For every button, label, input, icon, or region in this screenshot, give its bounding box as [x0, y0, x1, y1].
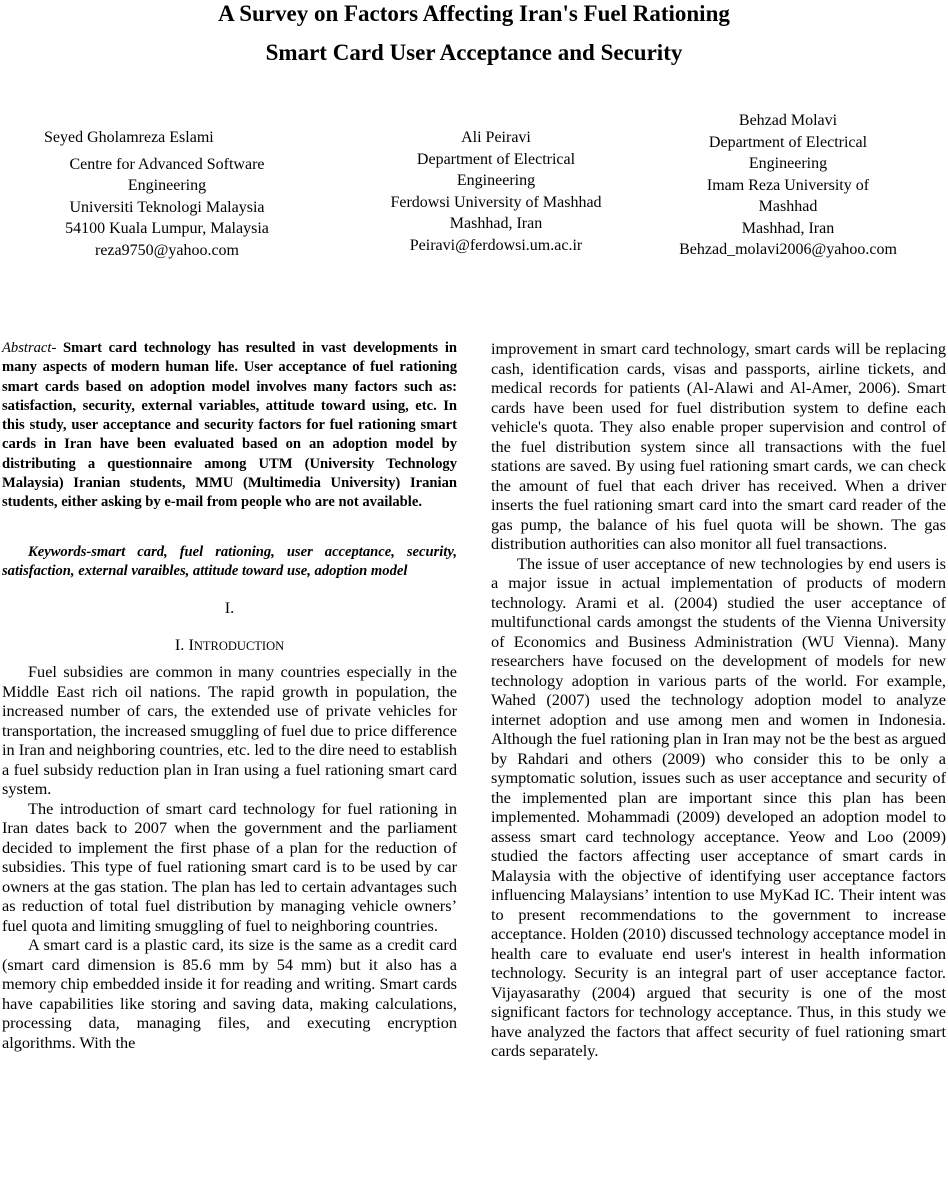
section-title-rest: NTRODUCTION: [193, 638, 285, 653]
left-column: [2, 339, 457, 1052]
author-affiliation: Engineering: [127, 177, 207, 194]
author-affiliation: Engineering: [748, 155, 828, 172]
author-affiliation: Department of Electrical: [708, 133, 868, 151]
paragraph: A smart card is a plastic card, its size is the same as a credit card (smart card dimension is 85.6 mm by 54 mm) but it also has a memory chip embedded inside it for reading and writing. Smart cards have capabilities like storing and saving data, making calculations, processing data, managing files, and executing encryption algorithms. With the: [2, 935, 457, 1052]
author-affiliation: Universiti Teknologi Malaysia: [69, 198, 265, 216]
section-title-first-letter: I: [188, 634, 194, 654]
author-affiliation: Engineering: [456, 172, 536, 189]
author-email: Peiravi@ferdowsi.um.ac.ir: [409, 236, 583, 254]
author-affiliation: Centre for Advanced Software: [69, 155, 265, 173]
author-name: Seyed Gholamreza Eslami: [44, 129, 214, 146]
paper-title-line-1: A Survey on Factors Affecting Iran's Fuel Rationing: [218, 1, 730, 26]
author-affiliation: Imam Reza University of: [706, 176, 870, 194]
paragraph: The introduction of smart card technology for fuel rationing in Iran dates back to 2007 when the government and the parliament decided to implement the first phase of a plan for the reduction of subsidies. This type of fuel rationing smart card is to be used by car owners at the gas station. The plan has led to certain advantages such as reduction of total fuel distribution by managing vehicle owners’ fuel quota and limiting smuggling of fuel to neighboring countries.: [2, 798, 457, 935]
author-block-molavi: [638, 110, 938, 261]
author-email: reza9750@yahoo.com: [94, 241, 239, 259]
author-address: Mashhad, Iran: [449, 215, 543, 232]
abstract-lead: Abstract-: [2, 340, 57, 356]
author-email: Behzad_molavi2006@yahoo.com: [679, 241, 897, 258]
author-address: 54100 Kuala Lumpur, Malaysia: [65, 220, 269, 237]
paragraph: Fuel subsidies are common in many countries especially in the Middle East rich oil nations. The rapid growth in population, the increased number of cars, the extended use of private vehicles for transportation, the increased smuggling of fuel due to price difference in Iran and neighboring countries, etc. led to the dire need to establish a fuel subsidy reduction plan in Iran using a fuel rationing smart card system.: [2, 662, 457, 799]
section-number: I.: [224, 598, 235, 618]
author-affiliation: Ferdowsi University of Mashhad: [390, 193, 602, 211]
section-numeral: I.: [174, 634, 185, 654]
keywords: Keywords-smart card, fuel rationing, user acceptance, security, satisfaction, external varaibles, attitude toward use, adoption model: [2, 543, 457, 579]
paragraph: improvement in smart card technology, smart cards will be replacing cash, identification cards, visas and passports, airline tickets, and medical records for patients (Al-Alawi and Al-Amer, 2006). Smart cards have been used for fuel distribution system to define each vehicle's quota. They also enable proper supervision and control of the fuel distribution system since all transactions with the fuel stations are saved. By using fuel rationing smart cards, we can check the amount of fuel that each driver has received. When a driver inserts the fuel rationing smart card into the smart card reader of the gas pump, the balance of his fuel quota will be shown. The gas distribution authorities can also monitor all fuel transactions.: [491, 339, 946, 553]
abstract-body: Smart card technology has resulted in vast developments in many aspects of modern human life. User acceptance of fuel rationing smart cards based on adoption model involves many factors such as: satisfaction, security, external variables, attitude toward using, etc. In this study, user acceptance and security factors for fuel rationing smart cards in Iran have been evaluated based on an adoption model by distributing a questionnaire among UTM (University Technology Malaysia) Iranian students, MMU (Multimedia University) Iranian students, either asking by e-mail from people who are not available.: [2, 340, 457, 511]
author-address: Mashhad, Iran: [741, 219, 835, 237]
author-affiliation: Department of Electrical: [416, 150, 576, 168]
paragraph: The issue of user acceptance of new technologies by end users is a major issue in actual implementation of products of modern technology. Arami et al. (2004) studied the user acceptance of multifunctional cards amongst the students of the Vienna University of Economics and Business Administration (WU Vienna). Many researchers have focused on the development of models for new technology adoption in various parts of the world. For example, Wahed (2007) used the technology adoption model to analyze internet adoption and use among men and women in Indonesia. Although the fuel rationing plan in Iran may not be the best as argued by Rahdari and others (2009) who consider this to be only a symptomatic solution, issues such as user acceptance and security of the implemented plan are important since this plan has been implemented. Mohammadi (2009) developed an adoption model to assess smart card technology acceptance. Yeow and Loo (2009) studied the factors affecting user acceptance of smart cards in Malaysia with the objective of identifying user acceptance factors influencing Malaysians’ intention to use MyKad IC. Their intent was to present recommendations to the government to increase acceptance. Holden (2010) discussed technology acceptance model in health care to evaluate end user's interest in health information technology. Security is an integral part of user acceptance factor. Vijayasarathy (2004) argued that security is one of the most significant factors for technology acceptance. Thus, in this study we have analyzed the factors that affect security of fuel rationing smart cards separately.: [491, 553, 946, 1060]
paper-title-line-2: Smart Card User Acceptance and Security: [265, 40, 683, 65]
author-affiliation: Mashhad: [758, 198, 818, 215]
section-heading: [2, 635, 457, 657]
author-name: Ali Peiravi: [461, 129, 531, 146]
author-block-peiravi: [358, 127, 634, 256]
abstract: [2, 339, 457, 513]
right-column: [491, 339, 946, 1061]
author-block-eslami: [32, 127, 302, 261]
author-name: Behzad Molavi: [738, 112, 838, 129]
